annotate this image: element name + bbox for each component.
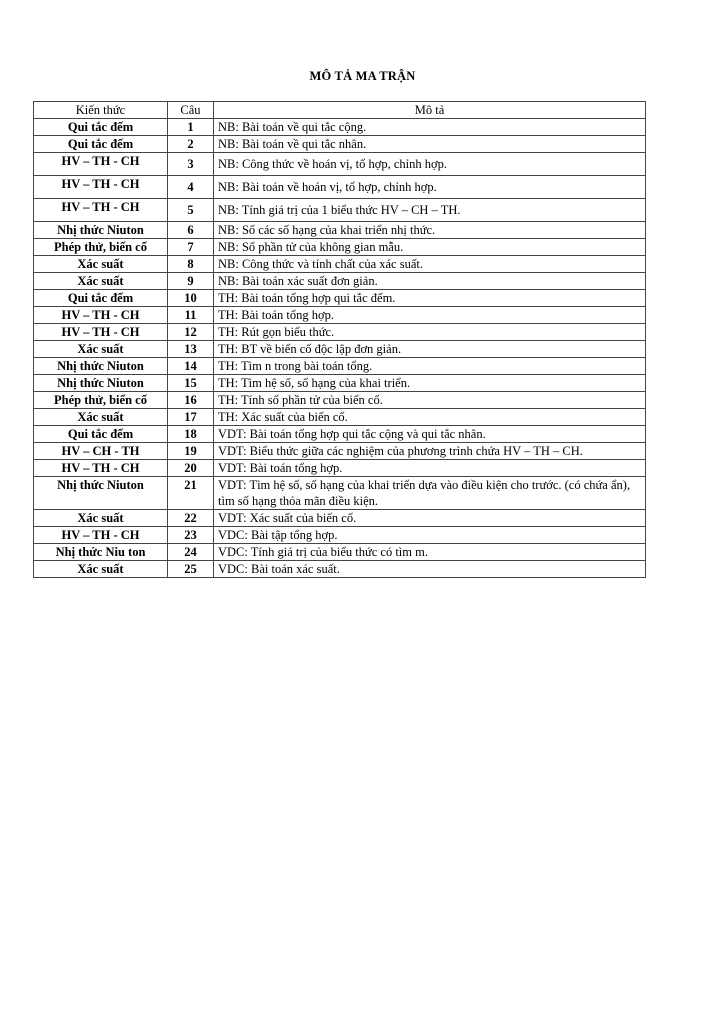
cell-description: TH: Xác suất của biến cố. <box>214 409 646 426</box>
table-row <box>34 561 646 578</box>
cell-topic: HV – TH - CH <box>34 153 168 176</box>
cell-topic: Nhị thức Niuton <box>34 222 168 239</box>
table-row <box>34 358 646 375</box>
page-title: MÔ TẢ MA TRẬN <box>309 69 416 83</box>
table-row <box>34 307 646 324</box>
table-header-row <box>34 102 646 119</box>
header-description: Mô tả <box>214 102 646 119</box>
cell-description: NB: Tính giá trị của 1 biểu thức HV – CH – TH. <box>214 199 646 222</box>
cell-topic: Xác suất <box>34 341 168 358</box>
cell-question-number: 14 <box>168 358 214 375</box>
cell-question-number: 10 <box>168 290 214 307</box>
cell-description: TH: Tìm n trong bài toán tổng. <box>214 358 646 375</box>
cell-description: TH: Tính số phần tử của biến cố. <box>214 392 646 409</box>
cell-topic: Nhị thức Niu ton <box>34 544 168 561</box>
cell-question-number: 18 <box>168 426 214 443</box>
cell-topic: HV – CH - TH <box>34 443 168 460</box>
cell-description: NB: Công thức về hoán vị, tổ hợp, chỉnh hợp. <box>214 153 646 176</box>
cell-topic: Qui tắc đếm <box>34 426 168 443</box>
cell-question-number: 2 <box>168 136 214 153</box>
table-row <box>34 273 646 290</box>
cell-question-number: 25 <box>168 561 214 578</box>
cell-description: VDT: Tìm hệ số, số hạng của khai triển dựa vào điều kiện cho trước. (có chứa ẩn), tìm số hạng thỏa mãn điều kiện. <box>214 477 646 510</box>
cell-question-number: 21 <box>168 477 214 510</box>
table-row <box>34 199 646 222</box>
cell-topic: Xác suất <box>34 409 168 426</box>
cell-topic: HV – TH - CH <box>34 527 168 544</box>
cell-topic: HV – TH - CH <box>34 460 168 477</box>
matrix-table <box>33 101 646 578</box>
cell-description: NB: Bài toán xác suất đơn giản. <box>214 273 646 290</box>
cell-topic: Qui tắc đếm <box>34 136 168 153</box>
cell-topic: HV – TH - CH <box>34 176 168 199</box>
cell-topic: HV – TH - CH <box>34 199 168 222</box>
cell-topic: Xác suất <box>34 256 168 273</box>
cell-question-number: 11 <box>168 307 214 324</box>
cell-question-number: 23 <box>168 527 214 544</box>
cell-topic: Phép thử, biến cố <box>34 239 168 256</box>
table-row <box>34 119 646 136</box>
cell-topic: Xác suất <box>34 510 168 527</box>
cell-description: TH: BT về biến cố độc lập đơn giản. <box>214 341 646 358</box>
table-row <box>34 222 646 239</box>
cell-description: VDT: Bài toán tổng hợp. <box>214 460 646 477</box>
table-row <box>34 324 646 341</box>
header-topic: Kiến thức <box>34 102 168 119</box>
cell-question-number: 19 <box>168 443 214 460</box>
table-row <box>34 460 646 477</box>
cell-topic: HV – TH - CH <box>34 324 168 341</box>
cell-question-number: 15 <box>168 375 214 392</box>
cell-description: VDT: Bài toán tổng hợp qui tắc cộng và qui tắc nhân. <box>214 426 646 443</box>
table-row <box>34 176 646 199</box>
cell-description: TH: Bài toán tổng hợp. <box>214 307 646 324</box>
cell-topic: Xác suất <box>34 561 168 578</box>
table-row <box>34 426 646 443</box>
cell-description: NB: Số các số hạng của khai triển nhị thức. <box>214 222 646 239</box>
table-row <box>34 527 646 544</box>
cell-description: NB: Số phần tử của không gian mẫu. <box>214 239 646 256</box>
table-row <box>34 477 646 510</box>
table-row <box>34 409 646 426</box>
cell-question-number: 16 <box>168 392 214 409</box>
cell-question-number: 5 <box>168 199 214 222</box>
table-body <box>34 119 646 578</box>
cell-topic: Phép thử, biến cố <box>34 392 168 409</box>
table-row <box>34 256 646 273</box>
cell-question-number: 3 <box>168 153 214 176</box>
cell-question-number: 4 <box>168 176 214 199</box>
table-row <box>34 510 646 527</box>
cell-description: VDC: Tính giá trị của biểu thức có tìm m. <box>214 544 646 561</box>
table-row <box>34 392 646 409</box>
cell-description: VDC: Bài tập tổng hợp. <box>214 527 646 544</box>
cell-topic: Qui tắc đếm <box>34 119 168 136</box>
table-row <box>34 544 646 561</box>
header-question: Câu <box>168 102 214 119</box>
table-row <box>34 153 646 176</box>
cell-description: VDT: Biểu thức giữa các nghiệm của phương trình chứa HV – TH – CH. <box>214 443 646 460</box>
cell-description: TH: Tìm hệ số, số hạng của khai triển. <box>214 375 646 392</box>
cell-question-number: 12 <box>168 324 214 341</box>
cell-question-number: 1 <box>168 119 214 136</box>
cell-description: NB: Bài toán về qui tắc nhân. <box>214 136 646 153</box>
cell-question-number: 24 <box>168 544 214 561</box>
cell-description: NB: Công thức và tính chất của xác suất. <box>214 256 646 273</box>
cell-question-number: 7 <box>168 239 214 256</box>
table-row <box>34 443 646 460</box>
cell-topic: Qui tắc đếm <box>34 290 168 307</box>
cell-description: TH: Rút gọn biểu thức. <box>214 324 646 341</box>
cell-description: TH: Bài toán tổng hợp qui tắc đếm. <box>214 290 646 307</box>
cell-question-number: 9 <box>168 273 214 290</box>
cell-topic: HV – TH - CH <box>34 307 168 324</box>
cell-question-number: 6 <box>168 222 214 239</box>
cell-topic: Nhị thức Niuton <box>34 358 168 375</box>
table-row <box>34 290 646 307</box>
cell-question-number: 22 <box>168 510 214 527</box>
cell-question-number: 17 <box>168 409 214 426</box>
cell-description: VDT: Xác suất của biến cố. <box>214 510 646 527</box>
cell-description: VDC: Bài toán xác suất. <box>214 561 646 578</box>
table-row <box>34 136 646 153</box>
table-row <box>34 375 646 392</box>
cell-topic: Nhị thức Niuton <box>34 375 168 392</box>
cell-question-number: 20 <box>168 460 214 477</box>
cell-description: NB: Bài toán về hoán vị, tổ hợp, chỉnh hợp. <box>214 176 646 199</box>
cell-description: NB: Bài toán về qui tắc cộng. <box>214 119 646 136</box>
cell-question-number: 8 <box>168 256 214 273</box>
table-row <box>34 341 646 358</box>
cell-topic: Nhị thức Niuton <box>34 477 168 510</box>
cell-topic: Xác suất <box>34 273 168 290</box>
table-row <box>34 239 646 256</box>
cell-question-number: 13 <box>168 341 214 358</box>
